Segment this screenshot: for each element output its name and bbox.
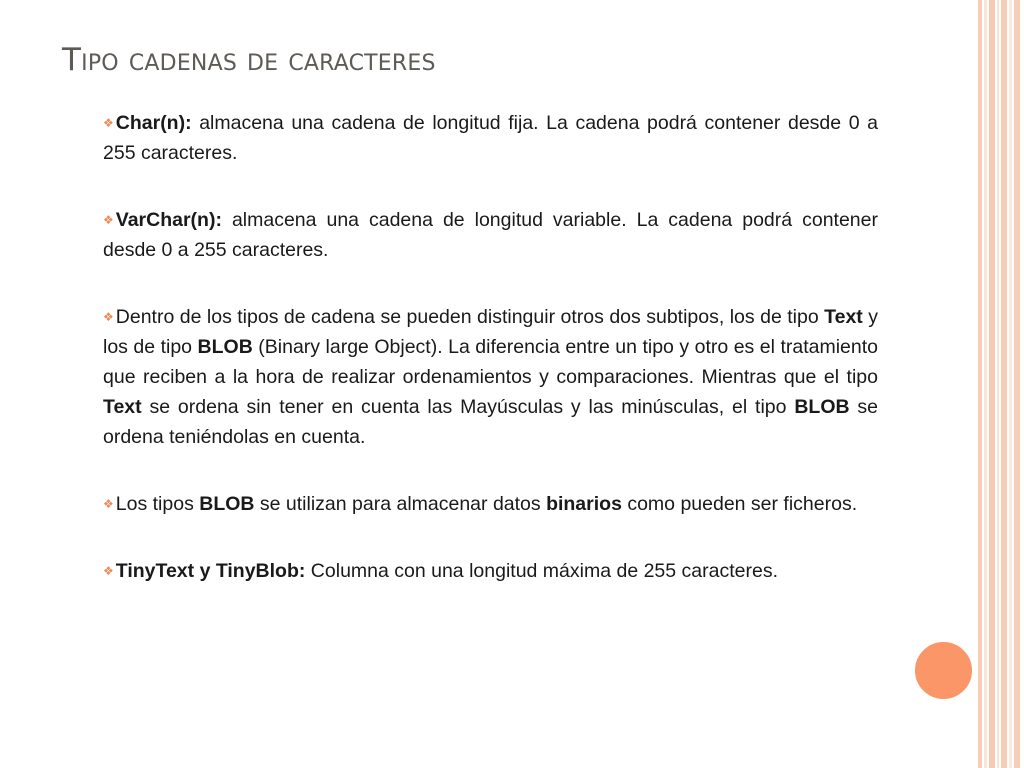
decorative-stripe	[984, 0, 987, 768]
slide-title: Tipo cadenas de caracteres	[62, 42, 436, 78]
decorative-stripe	[1014, 0, 1020, 768]
decorative-stripe	[1009, 0, 1012, 768]
diamond-bullet-icon: ❖	[103, 497, 114, 511]
bullet-tinytext	[103, 556, 878, 586]
bullet-text: como pueden ser ficheros.	[621, 493, 858, 515]
bullet-bold-text: Text	[103, 396, 142, 418]
bullet-text: Columna con una longitud máxima de 255 caracteres.	[305, 560, 778, 582]
bullet-text: y los de tipo	[103, 306, 878, 358]
bullet-term: Char(n):	[115, 112, 192, 134]
bullet-char	[103, 108, 878, 168]
bullet-text: Dentro de los tipos de cadena se pueden distinguir otros dos subtipos, los de tipo	[115, 306, 825, 328]
bullet-text: almacena una cadena de longitud fija. La cadena podrá contener desde 0 a 255 caracteres.	[103, 112, 878, 164]
bullet-text: (Binary large Object). La diferencia entre un tipo y otro es el tratamiento que reciben a la hora de realizar ordenamientos y comparaciones. Mientras que el tipo	[103, 336, 878, 388]
decorative-circle	[913, 640, 974, 701]
slide-content	[103, 108, 878, 586]
diamond-bullet-icon: ❖	[103, 310, 114, 324]
bullet-text: se ordena teniéndolas en cuenta.	[103, 396, 879, 448]
bullet-text: se ordena sin tener en cuenta las Mayúsculas y las minúsculas, el tipo	[141, 396, 795, 418]
decorative-stripe	[997, 0, 999, 768]
bullet-bold-text: Text	[824, 306, 863, 328]
bullet-text: Los tipos	[115, 493, 200, 515]
bullet-term: TinyText y TinyBlob:	[115, 560, 306, 582]
bullet-text: almacena una cadena de longitud variable. La cadena podrá contener desde 0 a 255 caracteres.	[103, 209, 878, 261]
diamond-bullet-icon: ❖	[103, 116, 114, 130]
bullet-bold-binarios: binarios	[546, 493, 622, 515]
bullet-blob	[103, 489, 878, 519]
bullet-text: se utilizan para almacenar datos	[254, 493, 547, 515]
decorative-stripe	[989, 0, 995, 768]
bullet-bold-blob: BLOB	[197, 336, 253, 358]
bullet-bold-blob: BLOB	[199, 493, 255, 515]
bullet-varchar	[103, 205, 878, 265]
decorative-stripe	[1001, 0, 1007, 768]
decorative-stripe	[978, 0, 982, 768]
bullet-term: VarChar(n):	[115, 209, 222, 231]
diamond-bullet-icon: ❖	[103, 564, 114, 578]
diamond-bullet-icon: ❖	[103, 213, 114, 227]
bullet-subtipos	[103, 302, 878, 452]
bullet-bold-blob: BLOB	[794, 396, 850, 418]
